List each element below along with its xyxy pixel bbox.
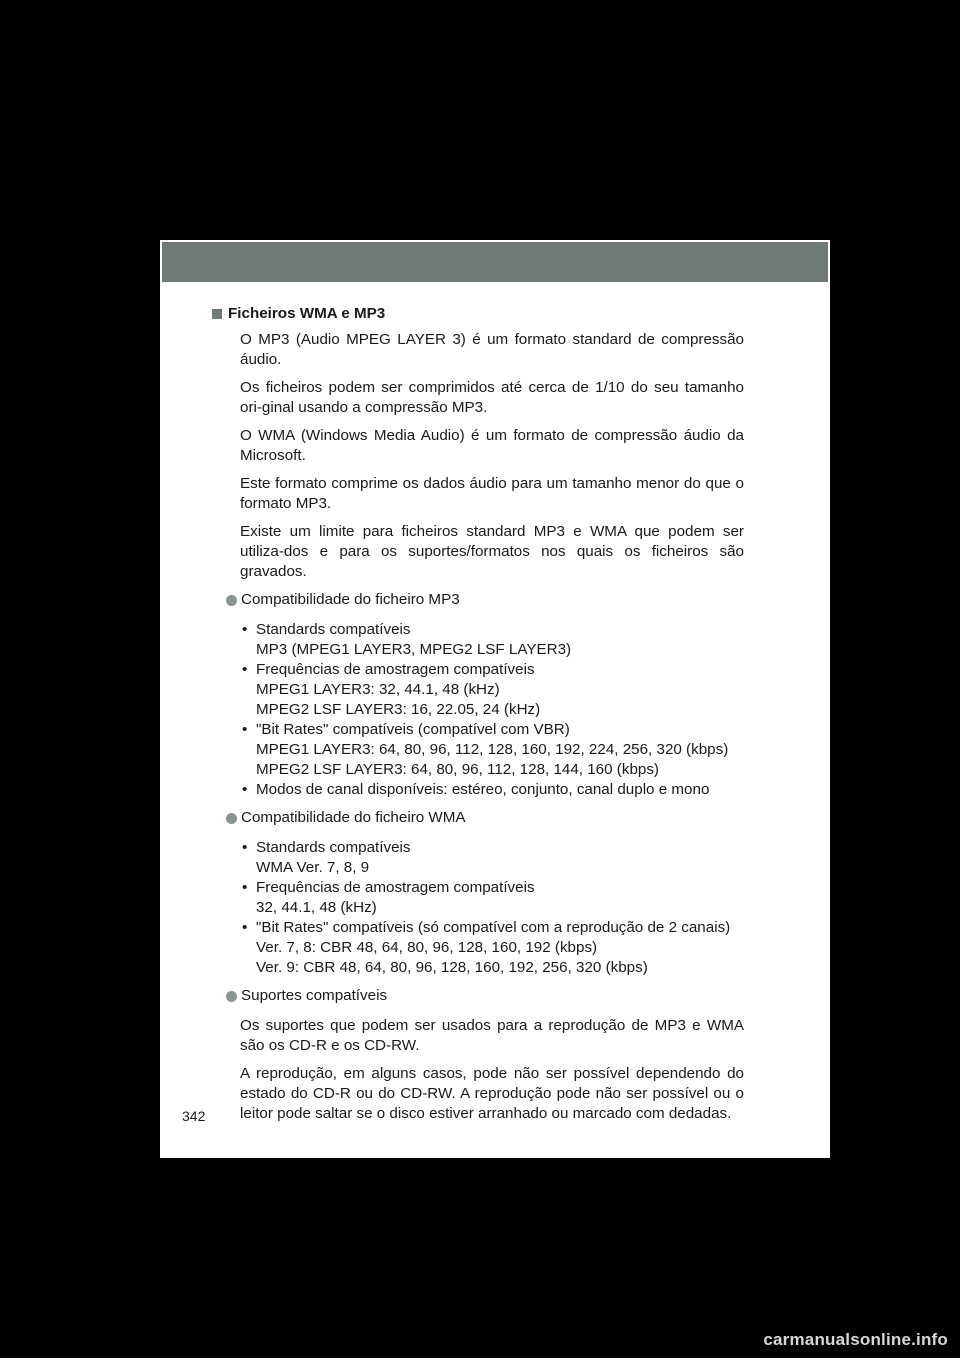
bullet-dot-icon: •	[242, 879, 248, 896]
list-item-text: Modos de canal disponíveis: estéreo, conjunto, canal duplo e mono	[256, 781, 710, 798]
bullet-dot-icon: •	[242, 661, 248, 678]
list-item-detail: MPEG1 LAYER3: 32, 44.1, 48 (kHz)	[256, 681, 500, 698]
list-item-detail: WMA Ver. 7, 8, 9	[256, 859, 370, 876]
media-heading-text: Suportes compatíveis	[241, 987, 388, 1004]
list-item	[242, 838, 744, 878]
intro-paragraph: O WMA (Windows Media Audio) é um formato de compressão áudio da Microsoft.	[240, 427, 744, 464]
list-item	[242, 780, 744, 800]
list-item-detail: MPEG2 LSF LAYER3: 16, 22.05, 24 (kHz)	[256, 701, 541, 718]
media-paragraph: A reprodução, em alguns casos, pode não ser possível dependendo do estado do CD-R ou do CD-RW. A reprodução pode não ser possível ou o leitor pode saltar se o disco estiver arranhado ou marcado com dedadas.	[240, 1065, 744, 1122]
list-item-detail: 32, 44.1, 48 (kHz)	[256, 899, 377, 916]
list-item-text: Standards compatíveis	[256, 839, 411, 856]
mp3-heading-text: Compatibilidade do ficheiro MP3	[241, 591, 460, 608]
bullet-dot-icon: •	[242, 721, 248, 738]
list-item-detail: Ver. 7, 8: CBR 48, 64, 80, 96, 128, 160, 192 (kbps)	[256, 939, 598, 956]
list-item	[242, 918, 744, 978]
bullet-dot-icon: •	[242, 839, 248, 856]
mp3-heading	[212, 590, 744, 610]
list-item	[242, 620, 744, 660]
page-number: 342	[182, 1108, 206, 1124]
list-item-text: "Bit Rates" compatíveis (compatível com VBR)	[256, 721, 570, 738]
bullet-dot-icon: •	[242, 781, 248, 798]
circle-bullet-icon	[226, 595, 237, 606]
circle-bullet-icon	[226, 813, 237, 824]
square-bullet-icon	[212, 309, 222, 319]
media-heading	[212, 986, 744, 1006]
intro-paragraph: Este formato comprime os dados áudio para um tamanho menor do que o formato MP3.	[240, 475, 744, 512]
watermark-text: carmanualsonline.info	[763, 1330, 948, 1349]
mp3-list	[212, 620, 744, 800]
wma-list	[212, 838, 744, 978]
list-item-text: Frequências de amostragem compatíveis	[256, 879, 535, 896]
wma-heading-text: Compatibilidade do ficheiro WMA	[241, 809, 466, 826]
list-item-text: Standards compatíveis	[256, 621, 411, 638]
list-item-detail: MPEG2 LSF LAYER3: 64, 80, 96, 112, 128, 144, 160 (kbps)	[256, 761, 659, 778]
bullet-dot-icon: •	[242, 919, 248, 936]
list-item-detail: Ver. 9: CBR 48, 64, 80, 96, 128, 160, 192, 256, 320 (kbps)	[256, 959, 648, 976]
list-item-text: Frequências de amostragem compatíveis	[256, 661, 535, 678]
manual-page	[160, 240, 830, 1158]
intro-paragraph: Existe um limite para ficheiros standard MP3 e WMA que podem ser utiliza-dos e para os suportes/formatos nos quais os ficheiros são gravados.	[240, 523, 744, 580]
intro-paragraph: Os ficheiros podem ser comprimidos até cerca de 1/10 do seu tamanho ori-ginal usando a compressão MP3.	[240, 379, 744, 416]
intro-paragraph: O MP3 (Audio MPEG LAYER 3) é um formato standard de compressão áudio.	[240, 331, 744, 368]
section-heading	[212, 304, 744, 324]
list-item-text: "Bit Rates" compatíveis (só compatível com a reprodução de 2 canais)	[256, 919, 731, 936]
page-content	[212, 304, 744, 1132]
list-item	[242, 660, 744, 720]
list-item-detail: MP3 (MPEG1 LAYER3, MPEG2 LSF LAYER3)	[256, 641, 572, 658]
media-paragraph: Os suportes que podem ser usados para a reprodução de MP3 e WMA são os CD-R e os CD-RW.	[240, 1017, 744, 1054]
list-item	[242, 878, 744, 918]
list-item-detail: MPEG1 LAYER3: 64, 80, 96, 112, 128, 160, 192, 224, 256, 320 (kbps)	[256, 741, 729, 758]
header-band	[162, 242, 828, 282]
wma-heading	[212, 808, 744, 828]
section-heading-text: Ficheiros WMA e MP3	[228, 305, 386, 322]
list-item	[242, 720, 744, 780]
circle-bullet-icon	[226, 991, 237, 1002]
bullet-dot-icon: •	[242, 621, 248, 638]
